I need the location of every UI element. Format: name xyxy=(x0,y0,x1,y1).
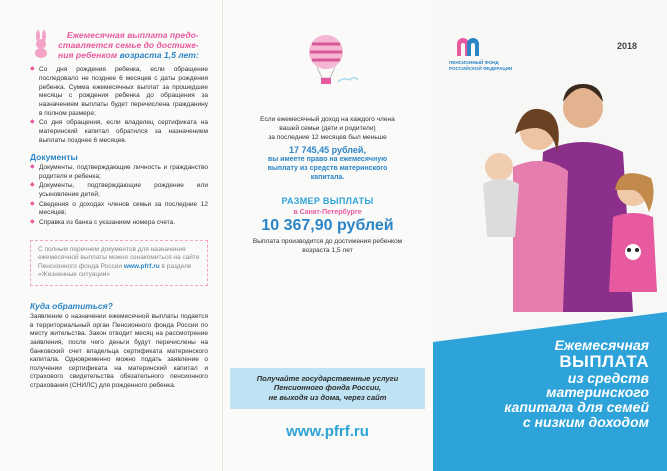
services-line: Получайте государственные услуги xyxy=(256,373,399,383)
balloon-icon xyxy=(298,30,358,102)
intro-line-part: ния ребенком xyxy=(58,50,120,61)
services-line: Пенсионного фонда России, xyxy=(273,383,382,393)
right-line: капитала. xyxy=(310,173,345,181)
list-item: ◆ Со дня рождения ребенка, если обращение последовало не позднее 6 месяцев с даты рождения ребенка. Сумма ежемесячных выплат за прошедшие месяцы с рождения ребенка до обращения за назначением выплаты будет перечислена гражданину в полном размере; xyxy=(30,66,208,118)
logo-line: РОССИЙСКОЙ ФЕДЕРАЦИИ xyxy=(449,65,513,71)
payment-city: в Санкт-Петербурге xyxy=(293,208,362,216)
income-line: Если ежемесячный доход на каждого члена xyxy=(260,116,395,123)
income-line: за последние 12 месяцев был меньше xyxy=(268,133,387,141)
logo-line: ПЕНСИОННЫЙ ФОНД xyxy=(449,60,499,65)
paid-line: Выплата производится до достижения ребенком xyxy=(252,237,403,245)
intro-line: Ежемесячная выплата предо- xyxy=(66,30,199,40)
payment-amount: 10 367,90 рублей xyxy=(261,216,394,234)
where-text: Заявление о назначении ежемесячной выплаты подается в территориальный орган Пенсионного фонда России по месту жительства. Закон отводит месяц на рассмотрение заявления, после чего деньги будут перечислены на банковский счет владельца сертификата материнского капитала. Одновременно можно подать заявление о получении сертификата на материнский капитал и страхового свидетельства обязательного пенсионного страхования (СНИЛС) для рожденного ребенка. xyxy=(30,312,208,390)
title-line: материнского xyxy=(546,384,649,401)
site-link[interactable]: www.pfrf.ru xyxy=(286,422,369,440)
panel-amount xyxy=(222,0,433,471)
intro-line xyxy=(58,50,199,60)
title-line: Ежемесячная xyxy=(554,337,649,353)
list-item: ◆ Справка из банка с указанием номера счета. xyxy=(30,219,208,228)
bunny-icon xyxy=(30,30,52,58)
intro-text xyxy=(58,30,199,60)
intro xyxy=(30,30,208,60)
panel-conditions xyxy=(0,0,222,471)
notice-tail: в разделе «Жизненные ситуации» xyxy=(38,262,192,279)
paid-line: возраста 1,5 лет xyxy=(302,246,353,254)
list-item: ◆ Документы, подтверждающие личность и гражданство родителя и ребенка; xyxy=(30,164,208,181)
pfr-logo-text xyxy=(449,60,519,71)
services-line: не выходя из дома, через сайт xyxy=(268,393,387,403)
intro-line-age: возраста 1,5 лет: xyxy=(119,50,199,61)
right-line: выплату из средств материнского xyxy=(267,164,388,172)
payment-size-title: РАЗМЕР ВЫПЛАТЫ xyxy=(281,195,374,206)
cover-photo-area xyxy=(433,0,667,312)
list-item: ◆ Сведения о доходах членов семьи за последние 12 месяцев; xyxy=(30,201,208,218)
list-item: ◆ Документы, подтверждающие рождение или усыновление детей; xyxy=(30,182,208,199)
title-line: капитала для семей xyxy=(504,398,649,415)
income-threshold: 17 745,45 рублей, xyxy=(289,144,366,155)
cover-title xyxy=(439,338,649,429)
panel-cover xyxy=(433,0,667,471)
title-line: с низким доходом xyxy=(522,413,649,430)
notice-link[interactable]: www.pfrf.ru xyxy=(123,262,160,270)
title-line: из средств xyxy=(567,369,649,386)
income-line: вашей семьи (дети и родители) xyxy=(279,124,376,132)
year-label: 2018 xyxy=(616,41,637,51)
title-line: ВЫПЛАТА xyxy=(559,351,649,371)
where-title: Куда обратиться? xyxy=(30,300,113,311)
right-line: вы имеете право на ежемесячную xyxy=(267,155,388,163)
family-photo xyxy=(443,72,667,312)
income-block xyxy=(230,116,425,182)
pfr-logo-icon xyxy=(455,36,481,58)
documents-list xyxy=(30,164,208,227)
intro-line: ставляется семье до достиже- xyxy=(58,40,199,51)
conditions-list xyxy=(30,66,208,145)
documents-title: Документы xyxy=(30,152,78,163)
documents-notice xyxy=(30,240,208,286)
notice-text: С полным перечнем документов для назначения ежемесячной выплаты можно ознакомиться на сайте Пенсионного фонда России xyxy=(38,245,200,270)
list-item: ◆ Со дня обращения, если владелец сертификата на материнский капитал обратился за назначением выплаты позднее 6 месяцев. xyxy=(30,119,208,145)
services-box xyxy=(230,368,425,409)
